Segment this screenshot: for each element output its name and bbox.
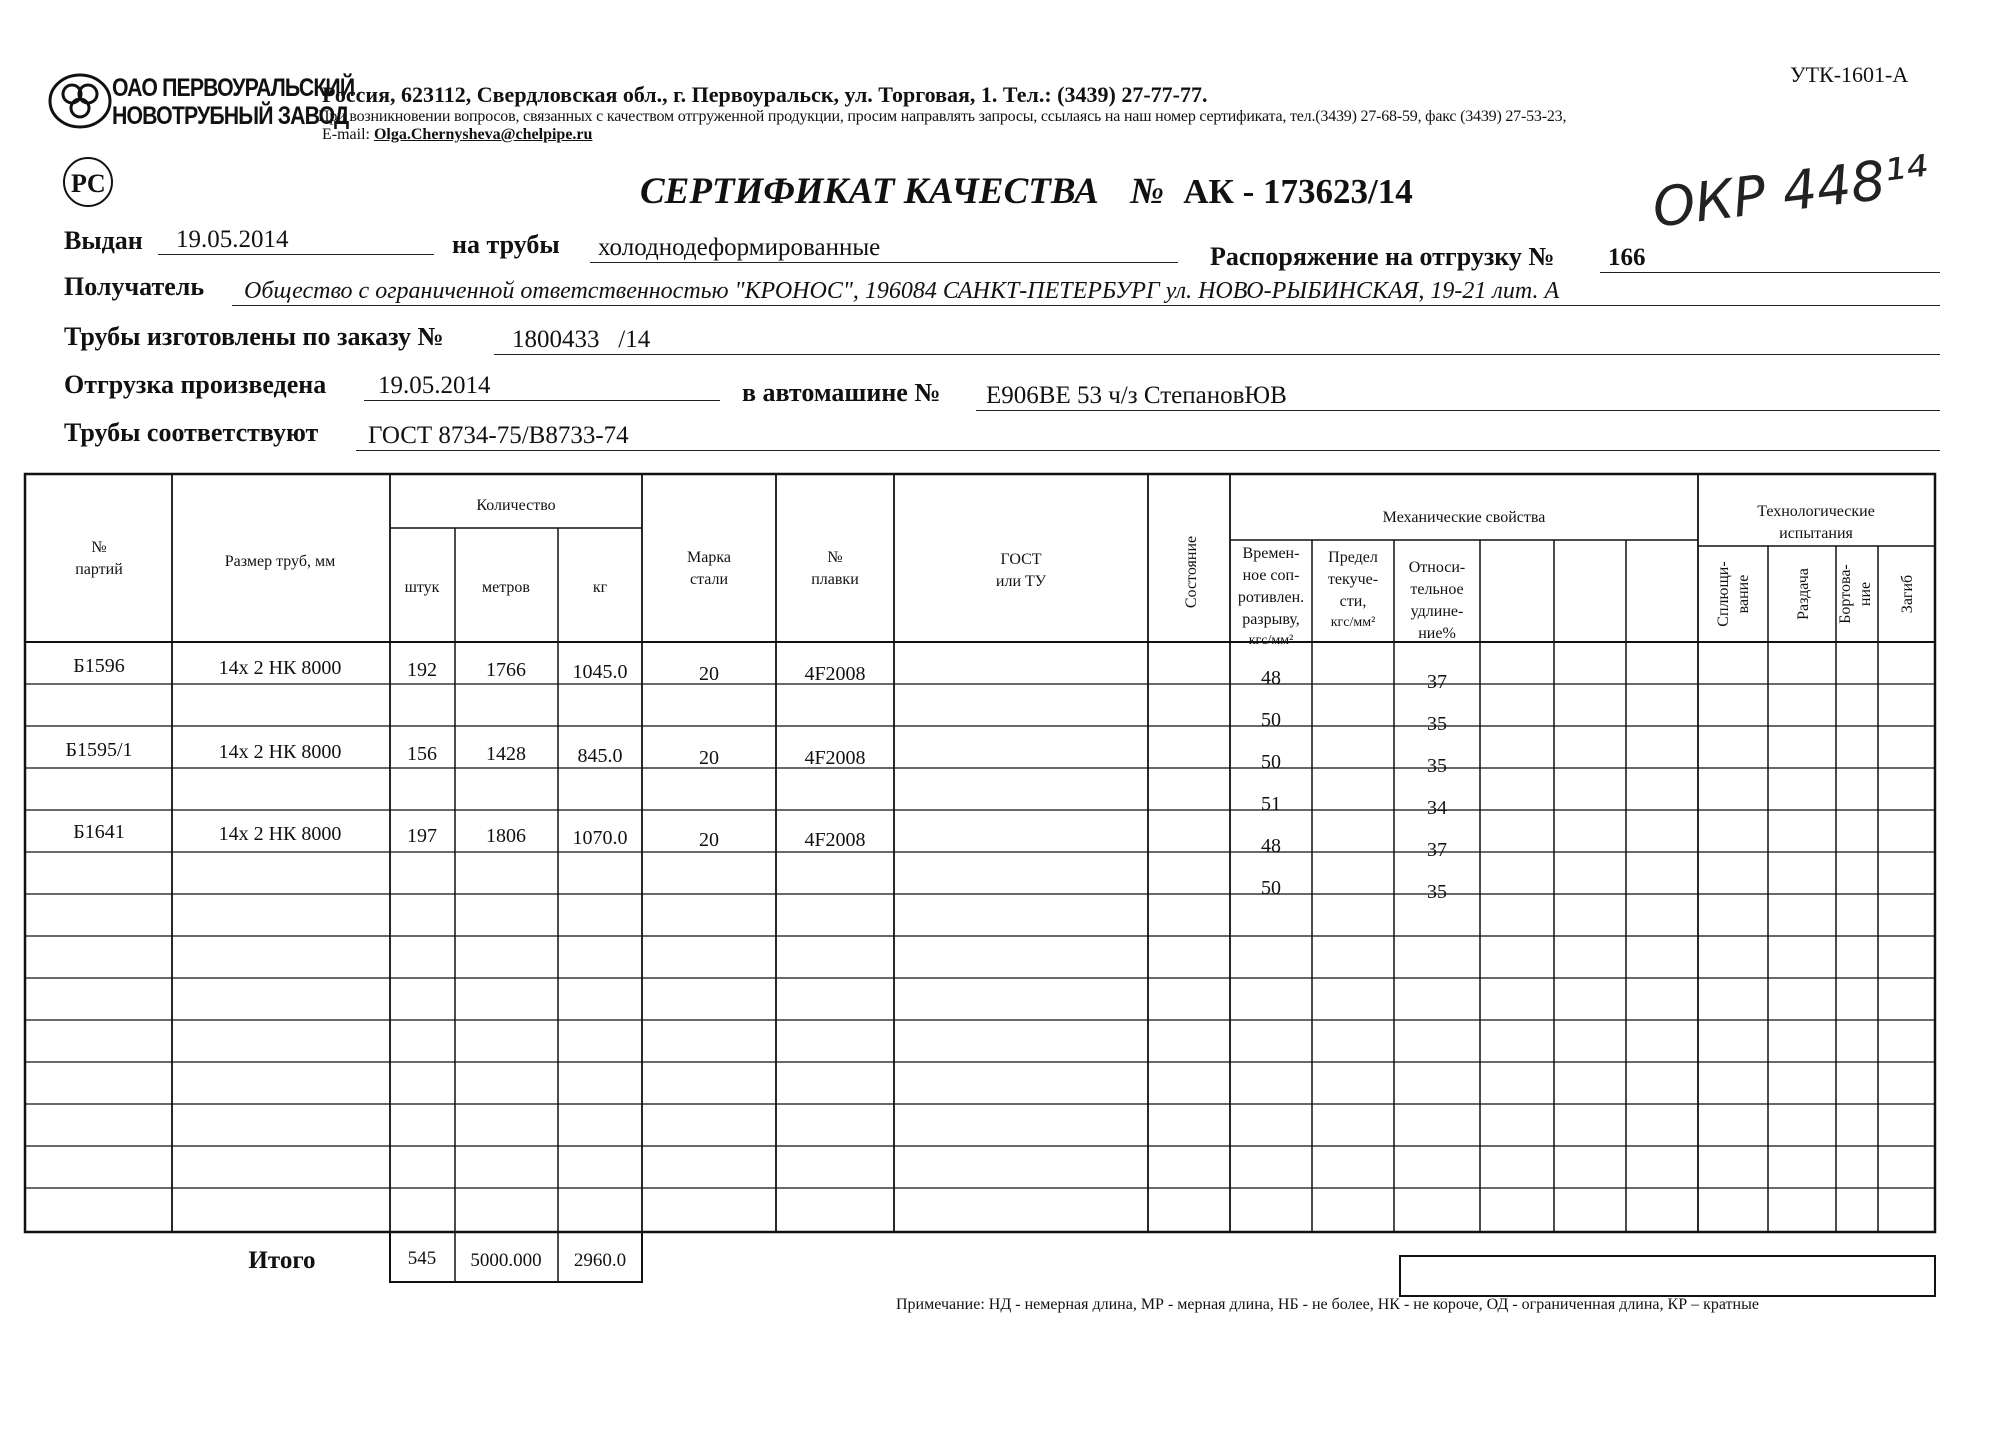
th-party-1: № (91, 539, 107, 556)
total-label: Итого (248, 1247, 316, 1274)
cell-tensile: 48 (1261, 835, 1281, 857)
th-state: Состояние (1183, 535, 1200, 609)
th-flatten-2: вание (1735, 574, 1752, 614)
th-tensile-1: Времен- (1242, 545, 1300, 562)
certificate-number-label: № (1130, 171, 1164, 212)
company-name-line1: ОАО ПЕРВОУРАЛЬСКИЙ (112, 74, 355, 102)
company-name-line2: НОВОТРУБНЫЙ ЗАВОД (112, 102, 349, 130)
th-gost-2: или ТУ (995, 573, 1047, 590)
th-kg: кг (592, 579, 608, 596)
certificate-title-text: СЕРТИФИКАТ КАЧЕСТВА (640, 171, 1099, 212)
order-made-label: Трубы изготовлены по заказу № (64, 322, 444, 351)
cell-grade: 20 (699, 747, 719, 769)
th-tensile-5: кгс/мм² (1248, 633, 1294, 648)
th-mech: Механические свойства (1382, 509, 1546, 526)
total-pcs: 545 (407, 1248, 437, 1269)
th-size: Размер труб, мм (224, 553, 336, 570)
cell-party: Б1596 (73, 655, 125, 677)
email-label: E-mail: (322, 126, 370, 143)
th-elong-2: тельное (1410, 581, 1464, 598)
footer-note: Примечание: НД - немерная длина, МР - мерная длина, НБ - не более, НК - не короче, ОД - ограниченная длина, КР – кратные (896, 1296, 1759, 1313)
vehicle-label: в автомашине № (742, 378, 941, 407)
cell-grade: 20 (699, 829, 719, 851)
th-yield-3: сти, (1339, 593, 1367, 610)
total-meters: 5000.000 (470, 1250, 542, 1271)
th-tensile-4: разрыву, (1242, 611, 1300, 628)
th-elong-4: ние% (1418, 625, 1456, 642)
cell-heat: 4F2008 (804, 829, 866, 851)
form-code: УТК-1601-А (1790, 62, 1909, 87)
th-pcs: штук (404, 579, 440, 596)
th-tech-1: Технологические (1757, 503, 1875, 520)
th-heat-1: № (827, 549, 843, 566)
th-yield-2: текуче- (1327, 571, 1379, 588)
handwritten-note: ОКР 448¹⁴ (1649, 143, 1932, 240)
cell-meters: 1806 (486, 825, 526, 847)
cell-size: 14х 2 НК 8000 (218, 823, 342, 845)
th-tensile-3: ротивлен. (1237, 589, 1305, 606)
shipped-label: Отгрузка произведена (64, 370, 327, 399)
cell-tensile: 48 (1261, 667, 1281, 689)
company-address: Россия, 623112, Свердловская обл., г. Первоуральск, ул. Торговая, 1. Тел.: (3439) 27-77-77. (322, 82, 1208, 107)
th-heat-2: плавки (811, 571, 859, 588)
th-grade-2: стали (689, 571, 729, 588)
cell-kg: 845.0 (577, 745, 623, 767)
cell-heat: 4F2008 (804, 747, 866, 769)
cert-mark-text: PC (71, 169, 106, 198)
vehicle-value: Е906ВЕ 53 ч/з СтепановЮВ (976, 382, 1940, 411)
cell-size: 14х 2 НК 8000 (218, 741, 342, 763)
th-flange-1: Бортова- (1837, 564, 1854, 624)
order-label: Распоряжение на отгрузку № (1210, 242, 1555, 271)
cell-grade: 20 (699, 663, 719, 685)
cell-kg: 1070.0 (572, 827, 628, 849)
th-grade-1: Марка (687, 549, 731, 566)
order-made-value: 1800433 /14 (494, 326, 1940, 355)
th-meters: метров (482, 579, 530, 596)
th-yield-4: кгс/мм² (1330, 615, 1376, 630)
cell-pcs: 192 (407, 659, 437, 681)
pipes-label: на трубы (452, 230, 560, 259)
cell-elong: 35 (1427, 881, 1447, 903)
cell-elong: 34 (1427, 797, 1447, 819)
th-tech-2: испытания (1779, 525, 1853, 542)
certificate-number: АК - 173623/14 (1183, 172, 1413, 211)
cell-elong: 37 (1427, 671, 1447, 693)
conform-value: ГОСТ 8734-75/В8733-74 (356, 422, 1940, 451)
total-kg: 2960.0 (573, 1250, 627, 1271)
recipient-value: Общество с ограниченной ответственностью "КРОНОС", 196084 САНКТ-ПЕТЕРБУРГ ул. НОВО-РЫБИНСКАЯ, 19-21 лит. А (232, 278, 1940, 306)
shipped-value: 19.05.2014 (364, 372, 720, 401)
email-link[interactable]: Olga.Chernysheva@chelpipe.ru (373, 126, 593, 143)
recipient-label: Получатель (64, 272, 205, 301)
cell-elong: 37 (1427, 839, 1447, 861)
cell-pcs: 197 (407, 825, 437, 847)
issued-label: Выдан (64, 226, 143, 255)
cell-pcs: 156 (407, 743, 437, 765)
cell-size: 14х 2 НК 8000 (218, 657, 342, 679)
cell-party: Б1641 (73, 821, 125, 843)
cell-heat: 4F2008 (804, 663, 866, 685)
pipes-value: холоднодеформированные (590, 234, 1178, 263)
th-bend: Загиб (1899, 574, 1916, 614)
th-party-2: партий (75, 561, 123, 578)
cell-tensile: 50 (1261, 877, 1281, 899)
th-elong-1: Относи- (1408, 559, 1466, 576)
conform-label: Трубы соответствуют (64, 418, 319, 447)
th-flatten-1: Сплющи- (1715, 561, 1732, 627)
contact-note: При возникновении вопросов, связанных с качеством отгруженной продукции, просим направлять запросы, ссылаясь на наш номер сертификата, тел.(3439) 27-68-59, факс (3439) 27-53-23, (318, 108, 1567, 125)
th-tensile-2: ное соп- (1242, 567, 1300, 584)
issued-value: 19.05.2014 (158, 226, 434, 255)
th-elong-3: удлине- (1410, 603, 1464, 620)
cell-party: Б1595/1 (65, 739, 133, 761)
cell-elong: 35 (1427, 755, 1447, 777)
cell-meters: 1766 (486, 659, 526, 681)
cell-elong: 35 (1427, 713, 1447, 735)
cell-tensile: 50 (1261, 709, 1281, 731)
th-flange-2: ние (1857, 581, 1874, 607)
th-quantity: Количество (476, 497, 556, 514)
order-value: 166 (1600, 244, 1940, 273)
th-yield-1: Предел (1328, 549, 1378, 566)
th-gost-1: ГОСТ (1000, 551, 1042, 568)
cell-tensile: 51 (1261, 793, 1281, 815)
cell-kg: 1045.0 (572, 661, 628, 683)
cell-meters: 1428 (486, 743, 526, 765)
th-expand: Раздача (1795, 568, 1812, 620)
cell-tensile: 50 (1261, 751, 1281, 773)
